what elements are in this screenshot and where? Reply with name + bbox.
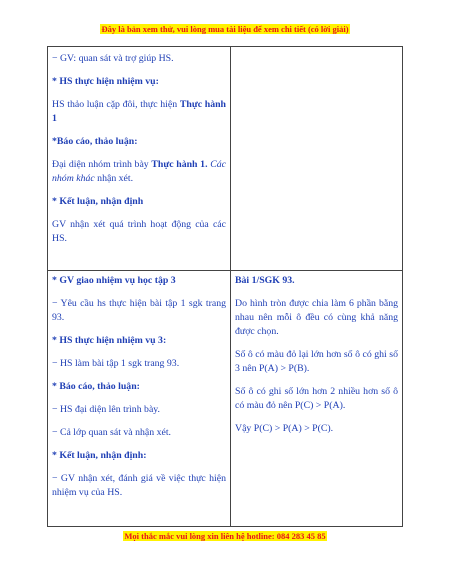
section-heading: * HS thực hiện nhiệm vụ 3: [52,335,167,346]
section-heading: * Kết luận, nhận định: [52,450,147,461]
activity-cell [48,271,231,527]
text-line: − GV: quan sát và trợ giúp HS. [52,53,174,64]
section-heading: *Báo cáo, thảo luận: [52,136,138,147]
answer-text: Vậy P(C) > P(A) > P(C). [235,423,334,434]
text-line: − GV nhận xét, đánh giá về việc thực hiện nhiệm vụ của HS. [52,473,226,498]
table-row [48,271,403,527]
answer-text: Số ô có màu đỏ lại lớn hơn số ô có ghi số 3 nên P(A) > P(B). [235,349,398,374]
answer-cell [231,47,403,271]
hotline-banner: Mọi thắc mắc vui lòng xin liên hệ hotline: 084 283 45 85 [124,531,326,541]
answer-heading: Bài 1/SGK 93. [235,275,295,286]
section-heading: * HS thực hiện nhiệm vụ: [52,76,159,87]
text-line: − HS làm bài tập 1 sgk trang 93. [52,358,180,369]
section-heading: * Báo cáo, thảo luận: [52,381,140,392]
answer-text: Do hình tròn được chia làm 6 phần bằng nhau nên mỗi ô đều có cùng khả năng được chọn. [235,298,398,337]
text-line: GV nhận xét quá trình hoạt động của các HS. [52,219,226,244]
activity-cell [48,47,231,271]
preview-banner: Đây là bản xem thử, vui lòng mua tài liệu để xem chi tiết (có lời giải) [101,24,349,34]
section-heading: * GV giao nhiệm vụ học tập 3 [52,275,176,286]
text-line: HS thảo luận cặp đôi, thực hiện Thực hành 1 [52,99,226,124]
text-line: Đại diện nhóm trình bày Thực hành 1. Các nhóm khác nhận xét. [52,159,227,184]
lesson-table [47,46,403,527]
text-line: − HS đại diện lên trình bày. [52,404,161,415]
answer-cell [231,271,403,527]
text-line: − Cả lớp quan sát và nhận xét. [52,427,171,438]
text-line: − Yêu cầu hs thực hiện bài tập 1 sgk trang 93. [52,298,226,323]
answer-text: Số ô có ghi số lớn hơn 2 nhiều hơn số ô có màu đỏ nên P(C) > P(A). [235,386,398,411]
section-heading: * Kết luận, nhận định [52,196,144,207]
table-row [48,47,403,271]
